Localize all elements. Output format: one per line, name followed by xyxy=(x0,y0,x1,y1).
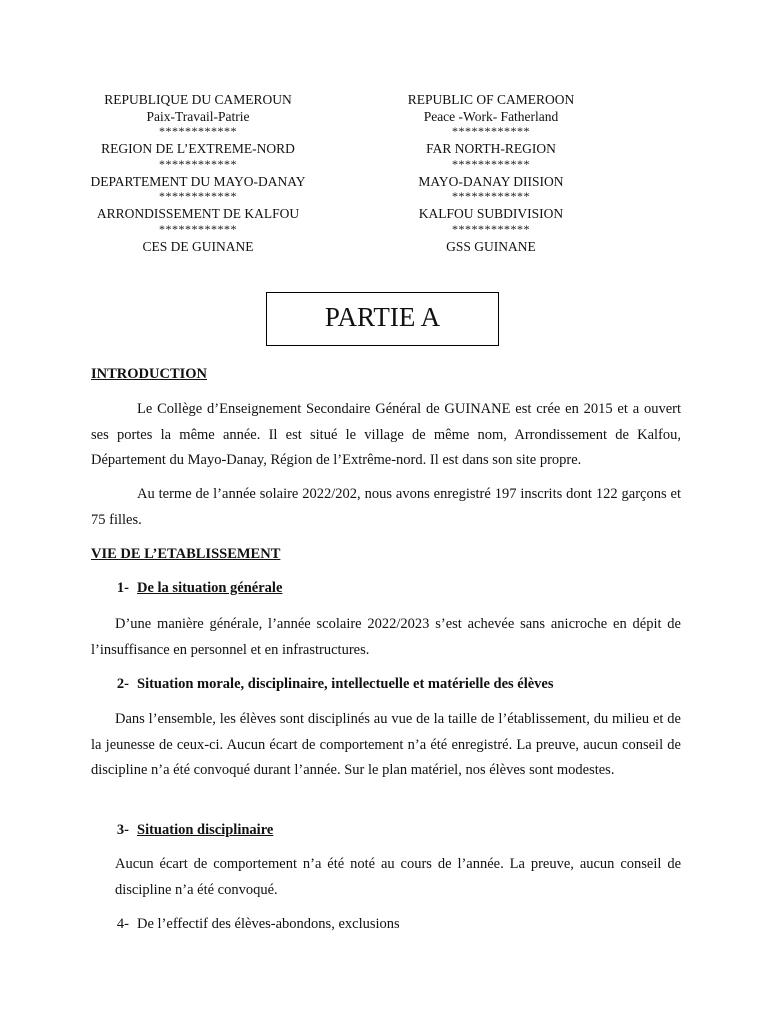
section-2-title: Situation morale, disciplinaire, intellectuelle et matérielle des élèves xyxy=(137,676,554,692)
separator-stars: ************ xyxy=(159,124,237,139)
section-1-number: 1- xyxy=(116,580,129,596)
partie-title: PARTIE A xyxy=(324,301,441,332)
partie-title-box xyxy=(266,292,499,346)
section-4-heading xyxy=(91,916,681,933)
introduction-paragraph-1: Le Collège d’Enseignement Secondaire Général de GUINANE est crée en 2015 et a ouvert ses portes la même année. Il est situé le village de même nom, Arrondissement de Kalfou, Département du Mayo-Danay, Région de l’Extrême-nord. Il est dans son site propre. xyxy=(91,401,681,468)
subdivision-en: KALFOU SUBDIVISION xyxy=(418,206,564,222)
section-1-title: De la situation générale xyxy=(137,580,283,596)
section-3-text: Aucun écart de comportement n’a été noté au cours de l’année. La preuve, aucun conseil de discipline n’a été convoqué. xyxy=(115,856,681,898)
motto-en: Peace -Work- Fatherland xyxy=(423,108,559,124)
introduction-paragraph-2: Au terme de l’année solaire 2022/202, nous avons enregistré 197 inscrits dont 122 garçons et 75 filles. xyxy=(91,486,681,528)
section-4-title: De l’effectif des élèves-abondons, exclusions xyxy=(137,916,400,932)
section-2-heading xyxy=(91,676,681,693)
school-en: GSS GUINANE xyxy=(446,238,536,254)
vie-heading: VIE DE L’ETABLISSEMENT xyxy=(91,546,281,562)
section-2-number: 2- xyxy=(116,676,129,692)
separator-stars: ************ xyxy=(159,156,237,171)
introduction-heading: INTRODUCTION xyxy=(91,366,208,382)
header-left xyxy=(72,92,324,256)
separator-stars: ************ xyxy=(452,156,530,171)
separator-stars: ************ xyxy=(452,189,530,204)
region-fr: REGION DE L’EXTREME-NORD xyxy=(101,141,295,157)
country-en: REPUBLIC OF CAMEROON xyxy=(407,92,575,107)
section-3-number: 3- xyxy=(116,822,129,838)
separator-stars: ************ xyxy=(452,124,530,139)
department-fr: DEPARTEMENT DU MAYO-DANAY xyxy=(90,173,306,189)
section-4-number: 4- xyxy=(116,916,129,932)
section-1-text: D’une manière générale, l’année scolaire 2022/2023 s’est achevée sans anicroche en dépit de l’insuffisance en personnel et en infrastructures. xyxy=(91,616,681,658)
separator-stars: ************ xyxy=(159,221,237,236)
country-fr: REPUBLIQUE DU CAMEROUN xyxy=(104,92,292,107)
region-en: FAR NORTH-REGION xyxy=(426,141,556,157)
section-2-text: Dans l’ensemble, les élèves sont disciplinés au vue de la taille de l’établissement, du milieu et de la jeunesse de ceux-ci. Aucun écart de comportement n’a été enregistré. La preuve, aucun conseil de discipline n’a été convoqué durant l’année. Sur le plan matériel, nos élèves sont modestes. xyxy=(91,711,681,778)
section-3-title: Situation disciplinaire xyxy=(137,822,274,838)
subdivision-fr: ARRONDISSEMENT DE KALFOU xyxy=(96,206,300,222)
school-fr: CES DE GUINANE xyxy=(142,238,254,254)
section-3-heading xyxy=(91,822,681,839)
department-en: MAYO-DANAY DIISION xyxy=(418,173,564,189)
separator-stars: ************ xyxy=(452,221,530,236)
motto-fr: Paix-Travail-Patrie xyxy=(146,108,250,124)
header-right xyxy=(366,92,616,256)
section-1-heading xyxy=(91,580,681,597)
separator-stars: ************ xyxy=(159,189,237,204)
